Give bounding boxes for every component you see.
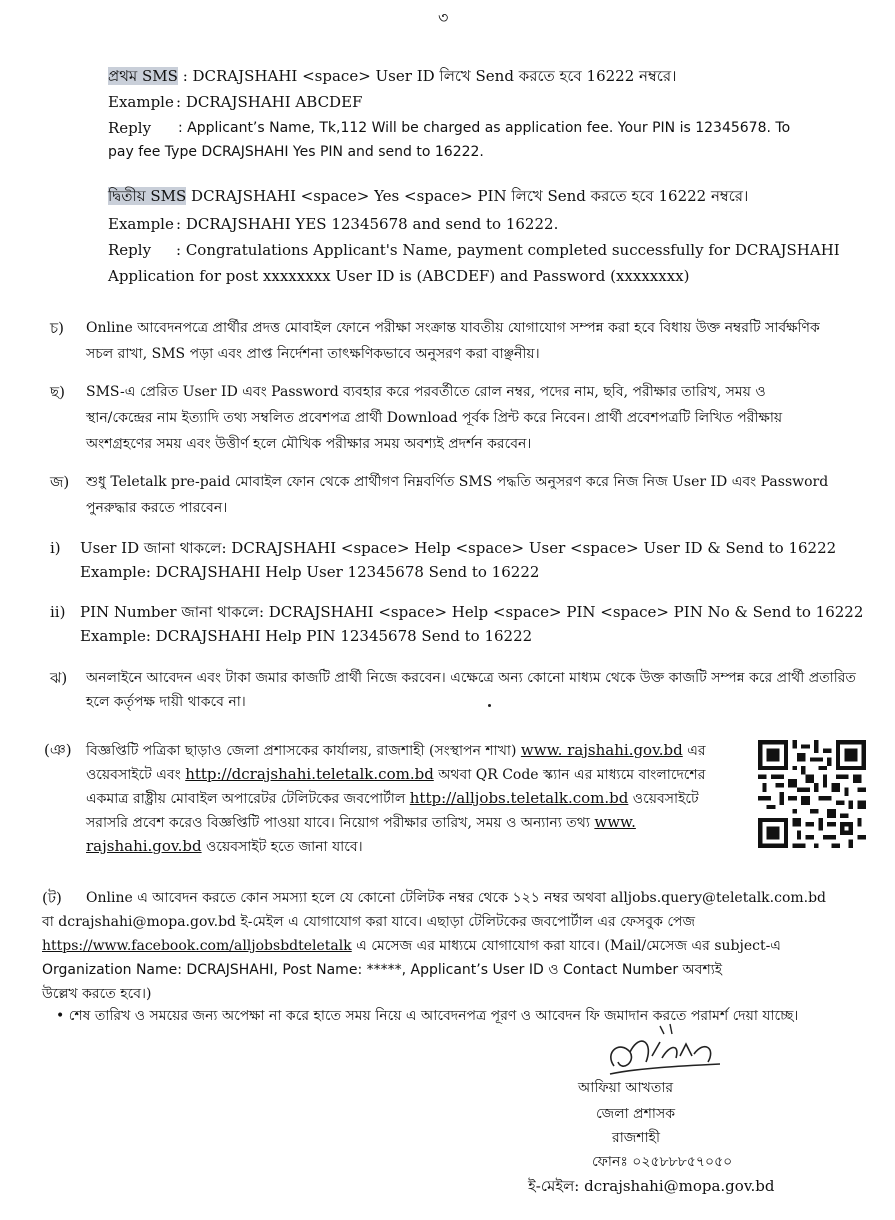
item-ta-note: • শেষ তারিখ ও সময়ের জন্য অপেক্ষা না করে হাতে সময় নিয়ে এ আবেদনপত্র পূরণ ও আবেদন ফি জমাদান করতে পরামর্শ দেয়া যাচ্ছে। bbox=[56, 1008, 799, 1024]
item-jha-line2: হলে কর্তৃপক্ষ দায়ী থাকবে না। bbox=[86, 694, 246, 710]
sms-second-reply-1 bbox=[108, 240, 840, 260]
item-nya-line1 bbox=[86, 740, 706, 761]
link-dcrajshahi-teletalk[interactable]: http://dcrajshahi.teletalk.com.bd bbox=[185, 765, 434, 783]
link-rajshahi-gov[interactable]: www. rajshahi.gov.bd bbox=[520, 741, 683, 759]
item-ja-line2: পুনরুদ্ধার করতে পারবেন। bbox=[86, 500, 228, 516]
text: ওয়েবসাইট হতে জানা যাবে। bbox=[201, 839, 363, 855]
reply-text: : Applicant’s Name, Tk,112 Will be charged as application fee. Your PIN is 12345678. To bbox=[178, 120, 791, 136]
item-ta-line2: বা dcrajshahi@mopa.gov.bd ই-মেইল এ যোগাযোগ করা যাবে। এছাড়া টেলিটকের জবপোর্টাল এর ফেসবুক পেজ bbox=[42, 914, 696, 930]
text: একমাত্র রাষ্ট্রীয় মোবাইল অপারেটর টেলিটকের জবপোর্টাল bbox=[86, 791, 410, 807]
sms-second-example bbox=[108, 214, 558, 234]
sms-first-line bbox=[108, 66, 676, 86]
item-chha-line2: স্থান/কেন্দ্রের নাম ইত্যাদি তথ্য সম্বলিত প্রবেশপত্র প্রার্থী Download পূর্বক প্রিন্ট করে নিবেন। প্রার্থী প্রবেশপত্রটি লিখিত পরীক্ষায় bbox=[86, 410, 783, 426]
signature-scribble-icon bbox=[600, 1022, 725, 1080]
sms-second-line bbox=[108, 186, 748, 206]
sms-second-reply-2: Application for post xxxxxxxx User ID is (ABCDEF) and Password (xxxxxxxx) bbox=[108, 267, 690, 285]
example-text: : DCRAJSHAHI YES 12345678 and send to 16222. bbox=[176, 215, 559, 233]
text: অথবা QR Code স্ক্যান এর মাধ্যমে বাংলাদেশের bbox=[433, 767, 706, 783]
signatory-district: রাজশাহী bbox=[612, 1130, 660, 1146]
item-ta-line1: Online এ আবেদন করতে কোন সমস্যা হলে যে কোনো টেলিটক নম্বর থেকে ১২১ নম্বর অথবা alljobs.query@teletalk.com.bd bbox=[86, 890, 827, 906]
example-text: : DCRAJSHAHI ABCDEF bbox=[176, 93, 363, 111]
text: ওয়েবসাইটে bbox=[628, 791, 699, 807]
sms-second-text: DCRAJSHAHI <space> Yes <space> PIN লিখে Send করতে হবে 16222 নম্বরে। bbox=[186, 187, 749, 205]
text: এ মেসেজ এর মাধ্যমে যোগাযোগ করা যাবে। (Mail/মেসেজ এর subject-এ bbox=[351, 938, 781, 954]
item-ta-line5: উল্লেখ করতে হবে।) bbox=[42, 986, 152, 1002]
item-nya-line5 bbox=[86, 836, 363, 857]
example-label: Example bbox=[108, 93, 174, 111]
page-number: ৩ bbox=[438, 8, 449, 27]
sms-first-reply-1 bbox=[108, 118, 790, 138]
reply-text: : Congratulations Applicant's Name, payment completed successfully for DCRAJSHAHI bbox=[176, 241, 840, 259]
item-jha-marker: ঝ) bbox=[50, 669, 68, 687]
reply-label: Reply bbox=[108, 119, 152, 137]
recover-ii-marker: ii) bbox=[50, 603, 66, 621]
item-cha-line1: Online আবেদনপত্রে প্রার্থীর প্রদত্ত মোবাইল ফোনে পরীক্ষা সংক্রান্ত যাবতীয় যোগাযোগ সম্পন্ন করা হবে বিধায় উক্ত নম্বরটি সার্বক্ষণিক bbox=[86, 320, 820, 336]
text: বিজ্ঞপ্তিটি পত্রিকা ছাড়াও জেলা প্রশাসকের কার্যালয়, রাজশাহী (সংস্থাপন শাখা) bbox=[86, 743, 521, 759]
item-nya-line3 bbox=[86, 788, 699, 809]
item-cha-marker: চ) bbox=[50, 319, 64, 337]
recover-ii-line2: Example: DCRAJSHAHI Help PIN 12345678 Send to 16222 bbox=[80, 627, 533, 645]
example-label: Example bbox=[108, 215, 174, 233]
sms-first-label: প্রথম SMS bbox=[108, 67, 178, 85]
link-facebook-page[interactable]: https://www.facebook.com/alljobsbdteletalk bbox=[42, 938, 352, 954]
item-chha-line3: অংশগ্রহণের সময় এবং উত্তীর্ণ হলে মৌখিক পরীক্ষার সময় অবশ্যই প্রদর্শন করবেন। bbox=[86, 436, 532, 452]
item-chha-line1: SMS-এ প্রেরিত User ID এবং Password ব্যবহার করে পরবর্তীতে রোল নম্বর, পদের নাম, ছবি, পরীক্ষার তারিখ, সময় ও bbox=[86, 384, 766, 400]
recover-i-line1: User ID জানা থাকলে: DCRAJSHAHI <space> Help <space> User <space> User ID & Send to 16222 bbox=[80, 539, 837, 557]
signatory-name: আফিয়া আখতার bbox=[578, 1080, 674, 1096]
text: ওয়েবসাইটে এবং bbox=[86, 767, 186, 783]
item-ja-line1: শুধু Teletalk pre-paid মোবাইল ফোন থেকে প্রার্থীগণ নিম্নবর্ণিত SMS পদ্ধতি অনুসরণ করে নিজ নিজ User ID এবং Password bbox=[86, 474, 829, 490]
item-nya-marker: (ঞ) bbox=[44, 741, 72, 759]
item-nya-line2 bbox=[86, 764, 705, 785]
qr-code-icon[interactable] bbox=[758, 740, 866, 848]
item-cha-line2: সচল রাখা, SMS পড়া এবং প্রাপ্ত নির্দেশনা তাৎক্ষণিকভাবে অনুসরণ করা বাঞ্ছনীয়। bbox=[86, 346, 540, 362]
link-alljobs-teletalk[interactable]: http://alljobs.teletalk.com.bd bbox=[409, 789, 629, 807]
stray-dot bbox=[488, 704, 491, 707]
item-nya-line4 bbox=[86, 812, 636, 833]
item-jha-line1: অনলাইনে আবেদন এবং টাকা জমার কাজটি প্রার্থী নিজে করবেন। এক্ষেত্রে অন্য কোনো মাধ্যম থেকে উক্ত কাজটি সম্পন্ন করে প্রার্থী প্রতারিত bbox=[86, 670, 856, 686]
sms-first-text: : DCRAJSHAHI <space> User ID লিখে Send করতে হবে 16222 নম্বরে। bbox=[177, 67, 677, 85]
text: এর bbox=[682, 743, 706, 759]
sms-first-reply-2: pay fee Type DCRAJSHAHI Yes PIN and send to 16222. bbox=[108, 144, 484, 160]
link-rajshahi-gov-2[interactable]: rajshahi.gov.bd bbox=[86, 837, 202, 855]
item-ja-marker: জ) bbox=[50, 473, 70, 491]
signatory-phone: ফোনঃ ০২৫৮৮৮৫৭০৫০ bbox=[592, 1154, 733, 1170]
link-www[interactable]: www. bbox=[594, 813, 636, 831]
item-ta-marker: (ট) bbox=[42, 889, 62, 907]
recover-ii-line1: PIN Number জানা থাকলে: DCRAJSHAHI <space> Help <space> PIN <space> PIN No & Send to 16222 bbox=[80, 603, 864, 621]
recover-i-line2: Example: DCRAJSHAHI Help User 12345678 Send to 16222 bbox=[80, 563, 540, 581]
item-ta-line4: Organization Name: DCRAJSHAHI, Post Name: *****, Applicant’s User ID ও Contact Number অবশ্যই bbox=[42, 962, 723, 978]
item-chha-marker: ছ) bbox=[50, 383, 65, 401]
sms-second-label: দ্বিতীয় SMS bbox=[108, 187, 187, 205]
sms-first-example bbox=[108, 92, 362, 112]
recover-i-marker: i) bbox=[50, 539, 61, 557]
text: সরাসরি প্রবেশ করেও বিজ্ঞপ্তিটি পাওয়া যাবে। নিয়োগ পরীক্ষার তারিখ, সময় ও অন্যান্য তথ্য bbox=[86, 815, 595, 831]
item-ta-line3 bbox=[42, 936, 781, 956]
signatory-email: ই-মেইল: dcrajshahi@mopa.gov.bd bbox=[528, 1177, 775, 1195]
signatory-title: জেলা প্রশাসক bbox=[596, 1106, 675, 1122]
reply-label: Reply bbox=[108, 241, 152, 259]
